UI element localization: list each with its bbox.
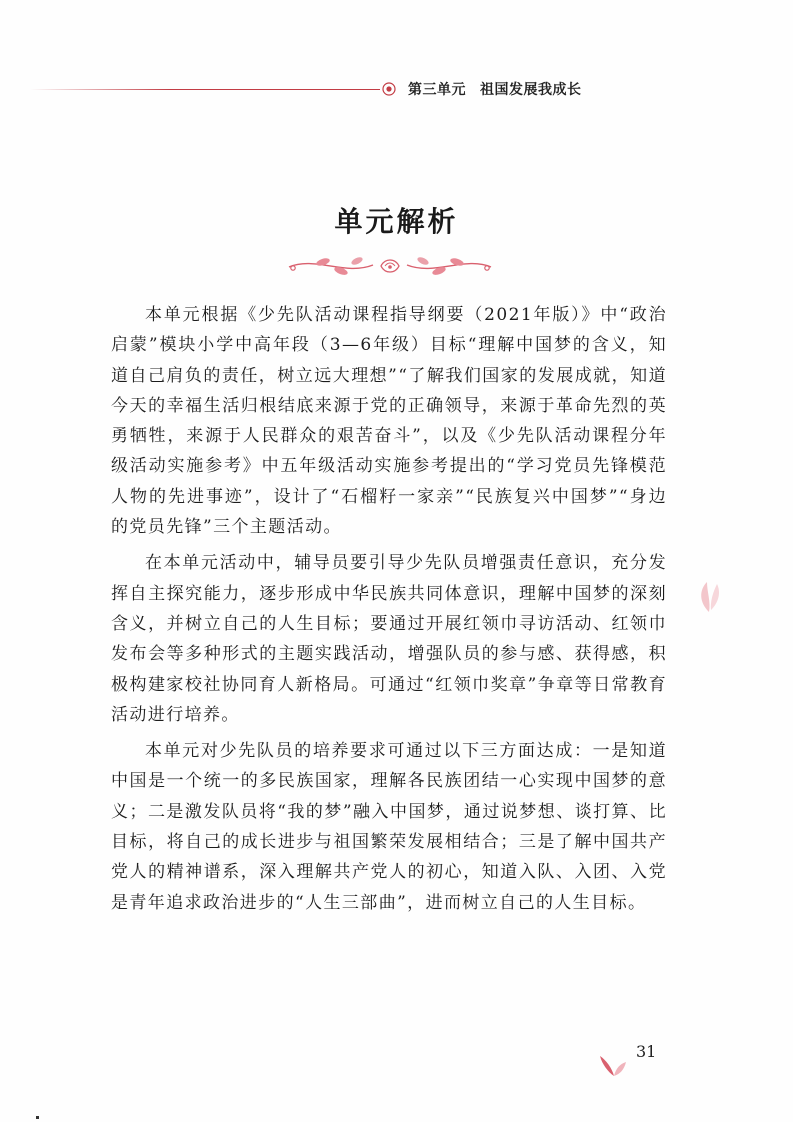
paragraph-3: 本单元对少先队员的培养要求可通过以下三方面达成：一是知道中国是一个统一的多民族国家，理解各民族团结一心实现中国梦的意义；二是激发队员将“我的梦”融入中国梦，通过说梦想、谈打算、比目标，将自己的成长进步与祖国繁荣发展相结合；三是了解中国共产党人的精神谱系，深入理解共产党人的初心，知道入队、入团、入党是青年追求政治进步的“人生三部曲”，进而树立自己的人生目标。 [111,741,667,913]
petal-decoration-icon [695,580,723,614]
header-text [408,79,582,99]
petal-decoration-icon [596,1050,628,1080]
body-text [111,300,667,924]
paragraph-1: 本单元根据《少先队活动课程指导纲要（2021年版）》中“政治启蒙”模块小学中高年段（3—6年级）目标“理解中国梦的含义，知道自己肩负的责任，树立远大理想”“了解我们国家的发展成就，知道今天的幸福生活归根结底来源于党的正确领导，来源于革命先烈的英勇牺牲，来源于人民群众的艰苦奋斗”，以及《少先队活动课程分年级活动实施参考》中五年级活动实施参考提出的“学习党员先锋模范人物的先进事迹”，设计了“石榴籽一家亲”“民族复兴中国梦”“身边的党员先锋”三个主题活动。 [111,305,667,538]
header-theme: 祖国发展我成长 [480,82,582,98]
paragraph-2: 在本单元活动中，辅导员要引导少先队员增强责任意识，充分发挥自主探究能力，逐步形成中华民族共同体意识，理解中国梦的深刻含义，并树立自己的人生目标；要通过开展红领巾寻访活动、红领巾发布会等多种形式的主题实践活动，增强队员的参与感、获得感，积极构建家校社协同育人新格局。可通过“红领巾奖章”争章等日常教育活动进行培养。 [111,553,667,725]
floral-ornament-icon [285,252,495,280]
header-unit: 第三单元 [408,82,466,98]
scan-mark [36,1116,39,1119]
header-rule [30,89,380,90]
section-title: 单元解析 [334,205,459,238]
header-circle-icon [382,82,396,96]
page-number: 31 [636,1042,657,1061]
running-header [30,78,590,102]
